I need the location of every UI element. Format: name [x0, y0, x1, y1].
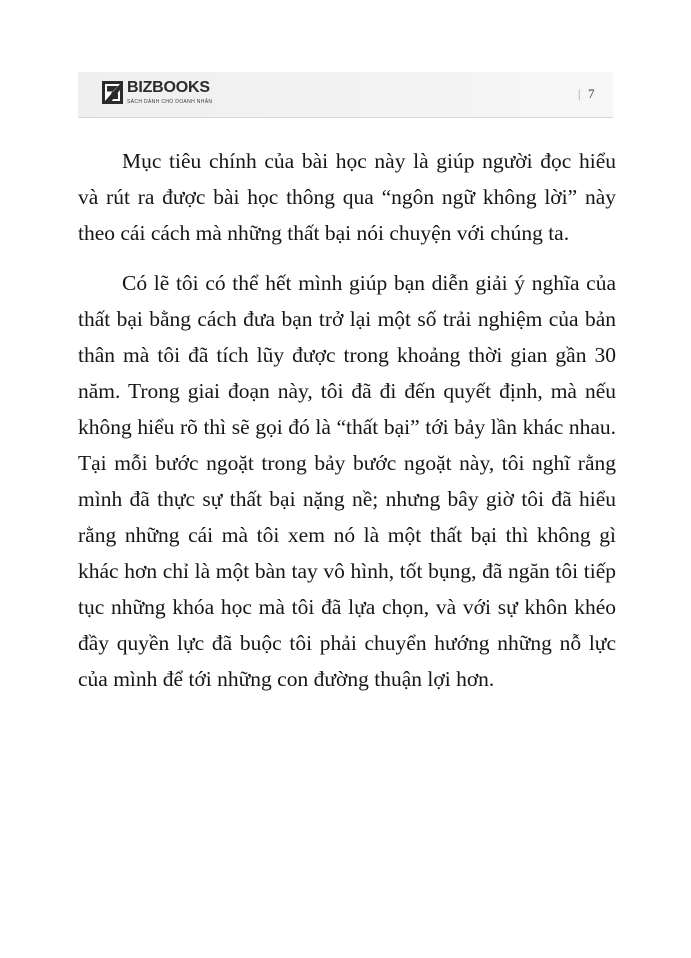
page-header: [78, 72, 613, 118]
page-folio: [578, 86, 595, 102]
paragraph: Mục tiêu chính của bài học này là giúp người đọc hiểu và rút ra được bài học thông qua “ngôn ngữ không lời” này theo cái cách mà những thất bại nói chuyện với chúng ta.: [78, 149, 616, 245]
page-number: 7: [588, 86, 595, 101]
brand-tagline: SÁCH DÀNH CHO DOANH NHÂN: [127, 99, 213, 105]
paragraph: Có lẽ tôi có thể hết mình giúp bạn diễn giải ý nghĩa của thất bại bằng cách đưa bạn trở lại một số trải nghiệm của bản thân mà tôi đã tích lũy được trong khoảng thời gian gần 30 năm. Trong giai đoạn này, tôi đã đi đến quyết định, mà nếu không hiểu rõ thì sẽ gọi đó là “thất bại” tới bảy lần khác nhau. Tại mỗi bước ngoặt trong bảy bước ngoặt này, tôi nghĩ rằng mình đã thực sự thất bại nặng nề; nhưng bây giờ tôi đã hiểu rằng những cái mà tôi xem nó là một thất bại thì không gì khác hơn chỉ là một bàn tay vô hình, tốt bụng, đã ngăn tôi tiếp tục những khóa học mà tôi đã lựa chọn, và với sự khôn khéo đầy quyền lực đã buộc tôi phải chuyển hướng những nỗ lực của mình để tới những con đường thuận lợi hơn.: [78, 271, 616, 691]
page-body: [78, 143, 616, 697]
folio-separator: |: [577, 86, 581, 101]
brand-text: [127, 80, 212, 106]
brand-name: BIZBOOKS: [127, 79, 210, 96]
bizbooks-logo-icon: [102, 81, 123, 104]
brand-logo: [102, 80, 212, 106]
